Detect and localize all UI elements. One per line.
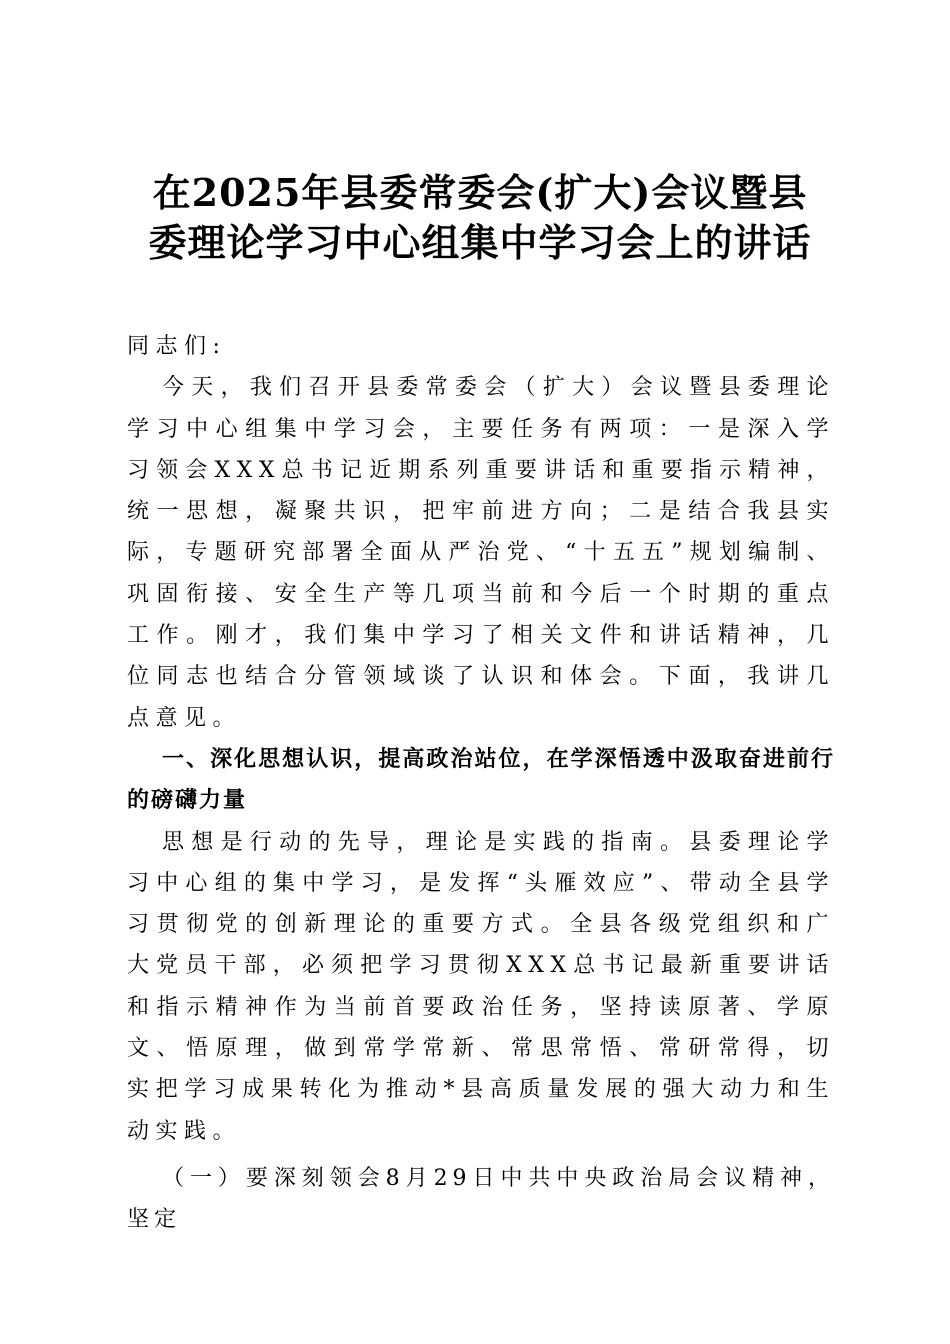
section-1-paragraph: 思想是行动的先导，理论是实践的指南。县委理论学习中心组的集中学习，是发挥“头雁效应”、带动全县学习贯彻党的创新理论的重要方式。全县各级党组织和广大党员干部，必须把学习贯彻XXX总书记最新重要讲话和指示精神作为当前首要政治任务，坚持读原著、学原文、悟原理，做到常学常新、常思常悟、常研常得，切实把学习成果转化为推动*县高质量发展的强大动力和生动实践。 bbox=[127, 829, 835, 1144]
intro-paragraph: 今天，我们召开县委常委会（扩大）会议暨县委理论学习中心组集中学习会，主要任务有两项：一是深入学习领会XXX总书记近期系列重要讲话和重要指示精神，统一思想，凝聚共识，把牢前进方向；二是结合我县实际，专题研究部署全面从严治党、“十五五”规划编制、巩固衔接、安全生产等几项当前和今后一个时期的重点工作。刚才，我们集中学习了相关文件和讲话精神，几位同志也结合分管领域谈了认识和体会。下面，我讲几点意见。 bbox=[127, 375, 835, 731]
subsection-1-heading: （一）要深刻领会8月29日中共中央政治局会议精神，坚定 bbox=[127, 1165, 835, 1233]
section-1-heading: 一、深化思想认识，提高政治站位，在学深悟透中汲取奋进前行的磅礴力量 bbox=[127, 746, 835, 814]
document-body bbox=[127, 326, 835, 1241]
title-line-2: 委理论学习中心组集中学习会上的讲话 bbox=[148, 220, 812, 265]
salutation: 同志们: bbox=[127, 334, 227, 359]
document-title bbox=[120, 168, 840, 268]
title-line-1: 在2025年县委常委会(扩大)会议暨县 bbox=[152, 170, 808, 215]
